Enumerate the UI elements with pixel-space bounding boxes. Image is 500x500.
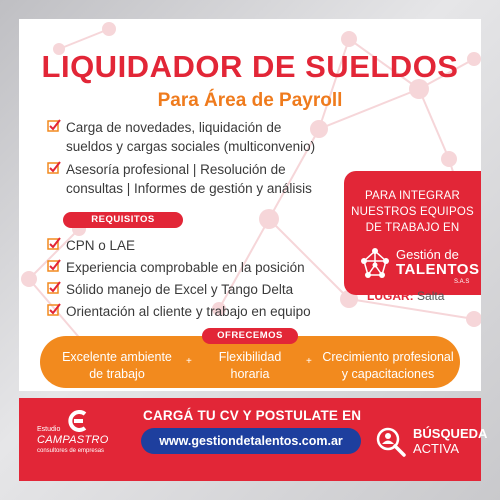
requirement-item <box>47 280 311 299</box>
logo-text-suffix: S.A.S <box>454 279 470 285</box>
busqueda-label: BÚSQUEDA <box>413 426 488 441</box>
check-icon <box>47 281 61 295</box>
benefit-item <box>200 349 300 383</box>
benefit-item <box>52 349 182 383</box>
requirements-list <box>47 236 311 321</box>
task-item <box>47 160 315 198</box>
check-icon <box>47 237 61 251</box>
page-subtitle: Para Área de Payroll <box>157 90 343 111</box>
task-line: sueldos y cargas sociales (multiconvenio) <box>66 139 316 154</box>
requirement-text: CPN o LAE <box>66 238 136 253</box>
search-person-icon <box>375 426 407 458</box>
requirement-text: Experiencia comprobable en la posición <box>66 260 305 275</box>
benefit-line: Excelente ambiente <box>62 350 172 364</box>
integrar-line: DE TRABAJO EN <box>365 222 460 234</box>
footer-banner <box>19 398 488 481</box>
job-card <box>19 19 481 391</box>
plus-separator: + <box>306 356 312 367</box>
benefit-line: Flexibilidad <box>218 350 282 364</box>
benefit-line: y capacitaciones <box>341 367 435 381</box>
benefit-item <box>318 349 458 383</box>
logo-text-main: TALENTOS <box>396 261 480 278</box>
task-line: consultas | Informes de gestión y análisis <box>66 181 312 196</box>
plus-separator: + <box>186 356 192 367</box>
check-icon <box>47 119 61 133</box>
requirement-item <box>47 258 311 277</box>
campastro-name: CAMPASTRO <box>37 434 109 446</box>
requirement-text: Sólido manejo de Excel y Tango Delta <box>66 282 294 297</box>
ofrecemos-badge: OFRECEMOS <box>202 328 298 344</box>
location <box>367 289 444 303</box>
requirement-item <box>47 236 311 255</box>
campastro-logo <box>29 410 129 466</box>
network-logo-icon <box>358 245 392 285</box>
location-label: LUGAR: <box>367 289 414 303</box>
requirement-text: Orientación al cliente y trabajo en equipo <box>66 304 311 319</box>
integrar-text <box>344 188 481 236</box>
check-icon <box>47 259 61 273</box>
integrar-box <box>344 171 481 295</box>
location-value: Salta <box>417 289 445 303</box>
task-item <box>47 118 315 156</box>
campastro-sub: consultores de empresas <box>37 448 105 454</box>
integrar-line: PARA INTEGRAR <box>364 190 461 202</box>
integrar-line: NUESTROS EQUIPOS <box>351 206 474 218</box>
check-icon <box>47 303 61 317</box>
requirement-item <box>47 302 311 321</box>
requisitos-badge: REQUISITOS <box>63 212 183 228</box>
benefit-line: horaria <box>230 367 270 381</box>
benefit-line: Crecimiento profesional <box>322 350 454 364</box>
website-link[interactable]: www.gestiondetalentos.com.ar <box>141 428 361 454</box>
benefit-line: de trabajo <box>89 367 145 381</box>
tasks-list <box>47 118 315 198</box>
busqueda-activa-badge <box>375 424 488 464</box>
campastro-c-icon <box>65 410 91 432</box>
task-line: Carga de novedades, liquidación de <box>66 120 282 135</box>
check-icon <box>47 161 61 175</box>
logo-text-top: Gestión de <box>396 247 459 262</box>
activa-label: ACTIVA <box>413 441 459 456</box>
task-line: Asesoría profesional | Resolución de <box>66 162 286 177</box>
campastro-top: Estudio <box>37 426 61 433</box>
page-title: LIQUIDADOR DE SUELDOS <box>41 49 459 84</box>
cta-text: CARGÁ TU CV Y POSTULATE EN <box>143 408 362 423</box>
gestion-talentos-logo <box>358 243 480 291</box>
